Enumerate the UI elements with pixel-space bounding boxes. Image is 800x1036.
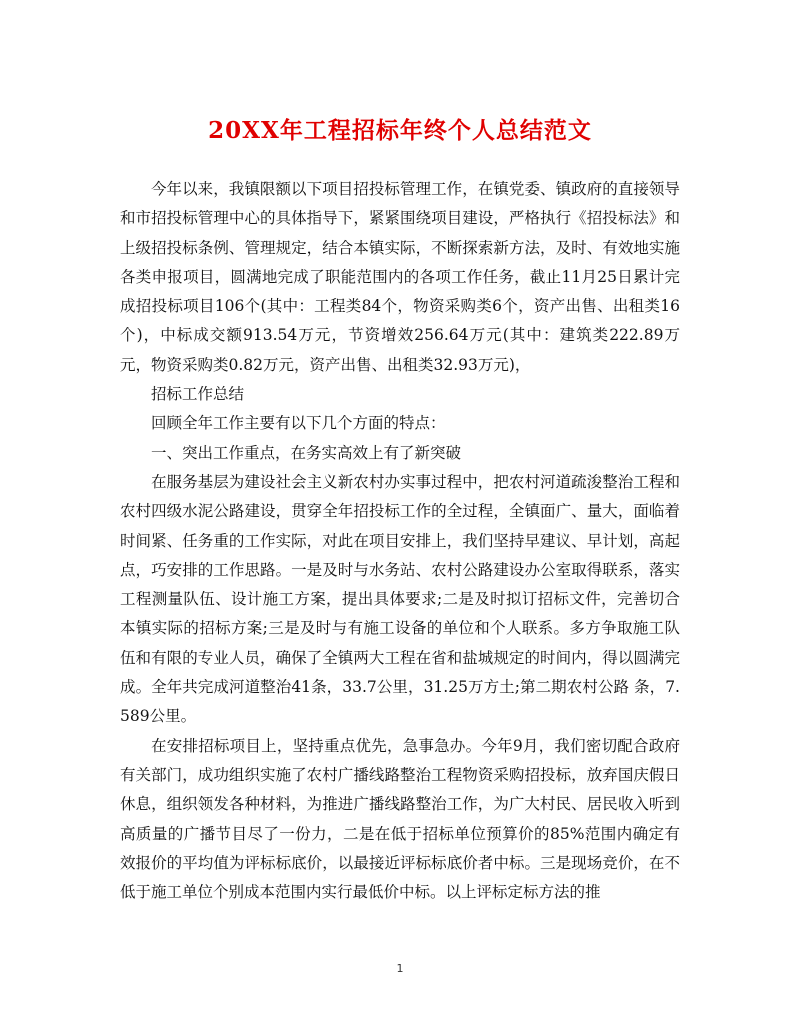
paragraph-review: 回顾全年工作主要有以下几个方面的特点： xyxy=(151,414,446,433)
paragraph-arrangement: 在安排招标项目上，坚持重点优先，急事急办。今年9月，我们密切配合政府有关部门，成功组织实施了农村广播线路整治工程物资采购招投标，放弃国庆假日休息，组织领发各种材料，为推进广播线路整治工作，为广大村民、居民收入听到高质量的广播节目尽了一份力，二是在低于招标单位预算价的85%范围内确定有效报价的平均值为评标标底价，以最接近评标标底价者中标。三是现场竞价，在不低于施工单位个别成本范围内实行最低价中标。以上评标定标方法的推 xyxy=(120,736,680,902)
page-number: 1 xyxy=(396,962,404,975)
paragraph-intro: 今年以来，我镇限额以下项目招投标管理工作，在镇党委、镇政府的直接领导和市招投标管理中心的具体指导下，紧紧围绕项目建设，严格执行《招投标法》和上级招投标条例、管理规定，结合本镇实际，不断探索新方法，及时、有效地实施各类申报项目，圆满地完成了职能范围内的各项工作任务，截止11月25日累计完成招投标项目106个(其中：工程类84个，物资采购类6个，资产出售、出租类16个)，中标成交额913.54万元，节资增效256.64万元(其中：建筑类222.89万元，物资采购类0.82万元，资产出售、出租类32.93万元)， xyxy=(120,180,680,374)
paragraph-heading-one: 一、突出工作重点，在务实高效上有了新突破 xyxy=(151,443,462,462)
document-body xyxy=(120,175,680,907)
paragraph-section-label: 招标工作总结 xyxy=(151,385,245,404)
paragraph-service: 在服务基层为建设社会主义新农村办实事过程中，把农村河道疏浚整治工程和农村四级水泥公路建设，贯穿全年招投标工作的全过程，全镇面广、量大，面临着时间紧、任务重的工作实际，对此在项目安排上，我们坚持早建议、早计划，高起点，巧安排的工作思路。一是及时与水务站、农村公路建设办公室取得联系，落实工程测量队伍、设计施工方案，提出具体要求;二是及时拟订招标文件，完善切合本镇实际的招标方案;三是及时与有施工设备的单位和个人联系。多方争取施工队伍和有限的专业人员，确保了全镇两大工程在省和盐城规定的时间内，得以圆满完成。全年共完成河道整治41条，33.7公里，31.25万方土;第二期农村公路 条，7.589公里。 xyxy=(120,472,680,726)
document-title: 20XX年工程招标年终个人总结范文 xyxy=(208,117,592,144)
